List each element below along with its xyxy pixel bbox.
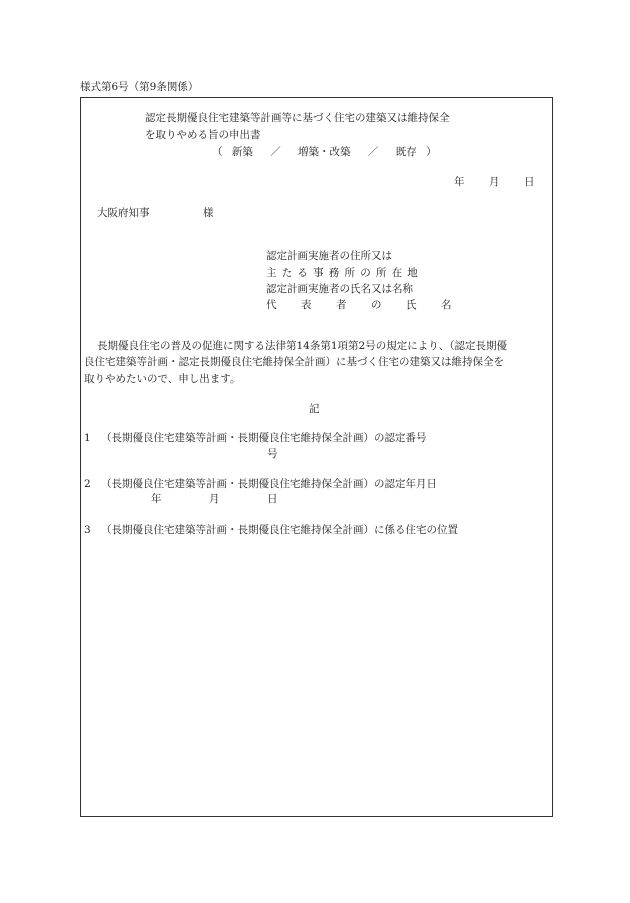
body-line-3: 取りやめたいので、申し出ます。 [84,373,241,385]
addressee-name: 大阪府知事 [97,207,150,219]
applicant-address-label [266,251,432,262]
item-2-day: 日 [267,493,278,505]
representative-label [266,299,476,311]
item-2-number: 2 [84,478,91,490]
applicant-address-text: 認定計画実施者の住所又は [266,250,392,262]
date-day: 日 [524,176,535,188]
form-label: 様式第6号（第9条関係） [80,81,199,93]
item-3-text: （長期優良住宅建築等計画・長期優良住宅維持保全計画）に係る住宅の位置 [101,524,458,536]
body-line-2: 良住宅建築等計画・認定長期優良住宅維持保全計画）に基づく住宅の建築又は維持保全を [84,356,504,368]
body-line-1: 長期優良住宅の普及の促進に関する法律第14条第1項第2号の規定により、（認定長期優 [97,340,507,352]
construction-type-options [212,147,437,158]
paren-open: （ [212,146,223,158]
item-1-number: 1 [84,432,91,444]
option-separator: ／ [270,146,281,158]
item-3-number: 3 [84,524,91,536]
option-extension-remodel: 増築・改築 [298,146,351,158]
item-2-text: （長期優良住宅建築等計画・長期優良住宅維持保全計画）の認定年月日 [101,478,437,490]
applicant-name-text: 認定計画実施者の氏名又は名称 [266,283,413,295]
item-2-year: 年 [151,493,162,505]
representative-text: 代表者の氏名 [266,299,476,311]
paren-close: ） [426,146,437,158]
ki-heading: 記 [309,403,320,415]
date-month: 月 [489,176,500,188]
date-year: 年 [454,176,465,188]
option-new-construction: 新築 [231,146,253,158]
option-existing: 既存 [395,146,417,158]
applicant-office-text: 主たる事務所の所在地 [266,267,423,279]
form-frame [80,97,553,817]
applicant-office-label [266,268,432,279]
option-separator: ／ [367,146,379,158]
item-1-text: （長期優良住宅建築等計画・長期優良住宅維持保全計画）の認定番号 [101,432,427,444]
item-1-sub: 号 [267,448,278,460]
applicant-name-label [266,284,432,295]
title-line-2: を取りやめる旨の申出書 [145,129,261,141]
title-line-1: 認定長期優良住宅建築等計画等に基づく住宅の建築又は維持保全 [145,112,450,124]
item-2-month: 月 [209,493,220,505]
addressee-honorific: 様 [203,207,214,219]
